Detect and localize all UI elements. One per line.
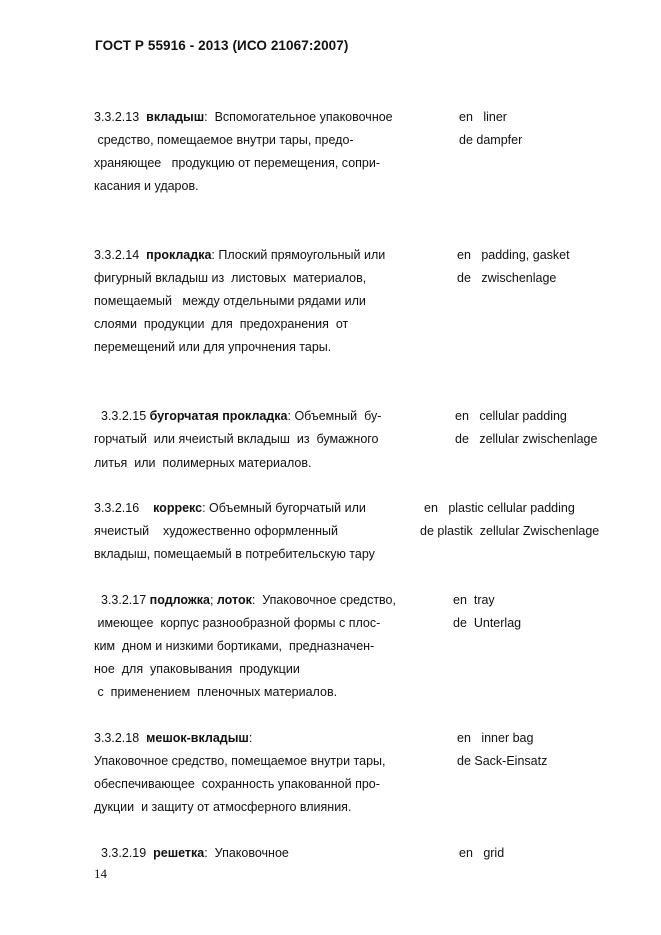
page-number: 14 (94, 866, 107, 881)
definition-start: : (248, 731, 253, 745)
entry-number: 3.3.2.13 (94, 110, 140, 124)
definition-line: литья или полимерных материалов. (94, 456, 312, 470)
definition-line: вкладыш, помещаемый в потребительскую тару (94, 547, 375, 561)
term: бугорчатая прокладка (149, 409, 288, 423)
translation-en: en liner (459, 110, 507, 124)
definition-start: : Вспомогательное упаковочное (204, 110, 393, 124)
entry-number: 3.3.2.16 (94, 501, 140, 515)
entry-3-3-2-14-first-line (94, 247, 385, 263)
entry-3-3-2-13-first-line (94, 109, 393, 125)
definition-line: ячеистый художественно оформленный (94, 524, 338, 538)
entry-3-3-2-16-first-line (94, 500, 366, 516)
translation-en: en padding, gasket (457, 248, 570, 262)
entry-number: 3.3.2.17 (101, 593, 147, 607)
entry-3-3-2-19-first-line (101, 845, 289, 861)
term-separator: ; (209, 593, 217, 607)
definition-line: храняющее продукцию от перемещения, сопри- (94, 156, 381, 170)
definition-line: фигурный вкладыш из листовых материалов, (94, 271, 367, 285)
definition-line: средство, помещаемое внутри тары, предо- (94, 133, 354, 147)
entry-number: 3.3.2.19 (101, 846, 147, 860)
entry-number: 3.3.2.14 (94, 248, 140, 262)
entry-3-3-2-18-first-line (94, 730, 252, 746)
entry-3-3-2-17-first-line (101, 592, 396, 608)
term: решетка (153, 846, 205, 860)
translation-de: de dampfer (459, 133, 523, 147)
definition-line: касания и ударов. (94, 179, 199, 193)
translation-de: de plastik zellular Zwischenlage (420, 524, 600, 538)
entry-number: 3.3.2.15 (101, 409, 147, 423)
definition-line: имеющее корпус разнообразной формы с плос- (94, 616, 381, 630)
translation-en: en plastic cellular padding (424, 501, 575, 515)
translation-en: en inner bag (457, 731, 534, 745)
entry-number: 3.3.2.18 (94, 731, 140, 745)
definition-line: слоями продукции для предохранения от (94, 317, 349, 331)
translation-en: en cellular padding (455, 409, 567, 423)
term-alt: лоток (216, 593, 252, 607)
definition-start: : Объемный бу- (287, 409, 382, 423)
definition-start: : Объемный бугорчатый или (202, 501, 366, 515)
definition-line: обеспечивающее сохранность упакованной про- (94, 777, 380, 791)
definition-line: Упаковочное средство, помещаемое внутри тары, (94, 754, 386, 768)
translation-en: en tray (453, 593, 495, 607)
definition-start: : Упаковочное средство, (251, 593, 396, 607)
definition-start: : Плоский прямоугольный или (211, 248, 386, 262)
term: подложка (149, 593, 210, 607)
translation-de: de Unterlag (453, 616, 522, 630)
definition-line: перемещений или для упрочнения тары. (94, 340, 332, 354)
definition-line: ное для упаковывания продукции (94, 662, 300, 676)
definition-line: ким дном и низкими бортиками, предназначен- (94, 639, 375, 653)
translation-en: en grid (459, 846, 505, 860)
term: прокладка (146, 248, 212, 262)
translation-de: de zellular zwischenlage (455, 432, 598, 446)
definition-line: с применением пленочных материалов. (94, 685, 338, 699)
definition-line: горчатый или ячеистый вкладыш из бумажного (94, 432, 379, 446)
term: вкладыш (146, 110, 205, 124)
translation-de: de Sack-Einsatz (457, 754, 548, 768)
definition-start: : Упаковочное (204, 846, 289, 860)
term: мешок-вкладыш (146, 731, 249, 745)
definition-line: помещаемый между отдельными рядами или (94, 294, 366, 308)
term: коррекс (153, 501, 203, 515)
entry-3-3-2-15-first-line (101, 408, 381, 424)
definition-line: дукции и защиту от атмосферного влияния. (94, 800, 352, 814)
translation-de: de zwischenlage (457, 271, 557, 285)
document-header: ГОСТ Р 55916 - 2013 (ИСО 21067:2007) (95, 38, 349, 53)
